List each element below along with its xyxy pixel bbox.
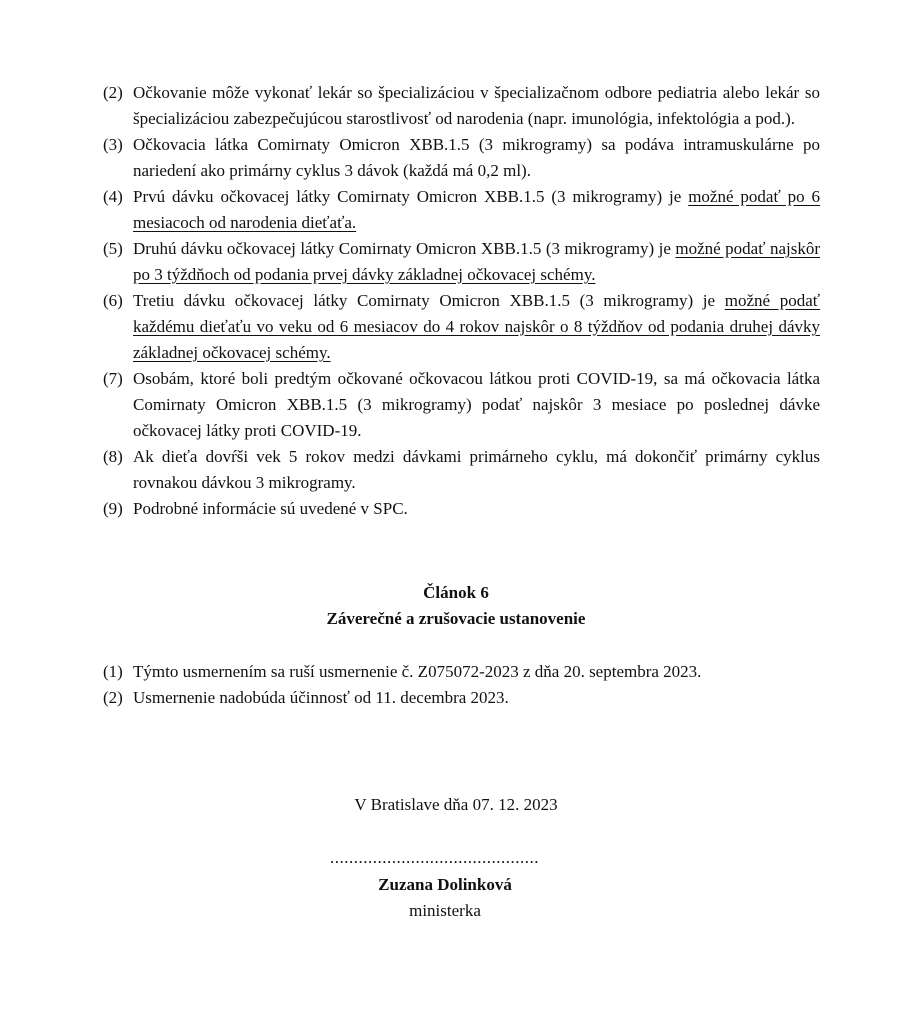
list-item — [103, 496, 820, 522]
item-number: (4) — [103, 187, 123, 206]
list-item — [103, 132, 820, 184]
item-number: (7) — [103, 369, 123, 388]
item-text-underlined: možné podať každému dieťaťu vo veku od 6 mesiacov do 4 rokov najskôr o 8 týždňov od podania druhej dávky základnej očkovacej schémy. — [133, 291, 821, 362]
item-number: (3) — [103, 135, 123, 154]
article5-list — [103, 80, 820, 522]
list-item — [103, 366, 820, 444]
item-text: Usmernenie nadobúda účinnosť od 11. decembra 2023. — [133, 688, 509, 707]
list-item — [103, 80, 820, 132]
item-text: Ak dieťa dovŕši vek 5 rokov medzi dávkami primárneho cyklu, má dokončiť primárny cyklus rovnakou dávkou 3 mikrogramy. — [133, 447, 820, 492]
item-text: Osobám, ktoré boli predtým očkované očkovacou látkou proti COVID-19, sa má očkovacia látka Comirnaty Omicron XBB.1.5 (3 mikrogramy) podať najskôr 3 mesiace po poslednej dávke očkovacej látky proti COVID-19. — [133, 369, 820, 440]
item-number: (2) — [103, 688, 123, 707]
list-item — [103, 685, 820, 711]
list-item — [103, 236, 820, 288]
signature-line: ............................................ — [330, 848, 539, 867]
list-item — [103, 288, 820, 366]
item-text: Podrobné informácie sú uvedené v SPC. — [133, 499, 408, 518]
signatory-name: Zuzana Dolinková — [378, 875, 512, 894]
item-text-underlined: možné podať po 6 mesiacoch od narodenia dieťaťa. — [133, 187, 820, 232]
list-item — [103, 444, 820, 496]
item-number: (8) — [103, 447, 123, 466]
item-number: (9) — [103, 499, 123, 518]
item-number: (6) — [103, 291, 123, 310]
item-text: Prvú dávku očkovacej látky Comirnaty Omicron XBB.1.5 (3 mikrogramy) je — [133, 187, 689, 206]
place-date: V Bratislave dňa 07. 12. 2023 — [354, 795, 558, 814]
list-item — [103, 659, 820, 685]
item-text: Očkovacia látka Comirnaty Omicron XBB.1.5 (3 mikrogramy) sa podáva intramuskulárne po nariedení ako primárny cyklus 3 dávok (každá má 0,2 ml). — [133, 135, 820, 180]
item-text-underlined: možné podať najskôr po 3 týždňoch od podania prvej dávky základnej očkovacej schémy. — [133, 239, 820, 284]
item-text: Týmto usmernením sa ruší usmernenie č. Z075072-2023 z dňa 20. septembra 2023. — [133, 662, 702, 681]
item-text: Očkovanie môže vykonať lekár so špecializáciou v špecializačnom odbore pediatria alebo lekár so špecializáciou zabezpečujúcou starostlivosť od narodenia (napr. imunológia, infektológia a pod.). — [133, 83, 820, 128]
item-number: (2) — [103, 83, 123, 102]
article6-list — [103, 659, 820, 711]
list-item — [103, 184, 820, 236]
article-title: Článok 6 — [423, 583, 489, 602]
item-number: (5) — [103, 239, 123, 258]
signatory-role: ministerka — [409, 901, 481, 920]
article-subtitle: Záverečné a zrušovacie ustanovenie — [326, 609, 586, 628]
item-number: (1) — [103, 662, 123, 681]
item-text: Druhú dávku očkovacej látky Comirnaty Omicron XBB.1.5 (3 mikrogramy) je — [133, 239, 676, 258]
item-text: Tretiu dávku očkovacej látky Comirnaty Omicron XBB.1.5 (3 mikrogramy) je — [133, 291, 725, 310]
